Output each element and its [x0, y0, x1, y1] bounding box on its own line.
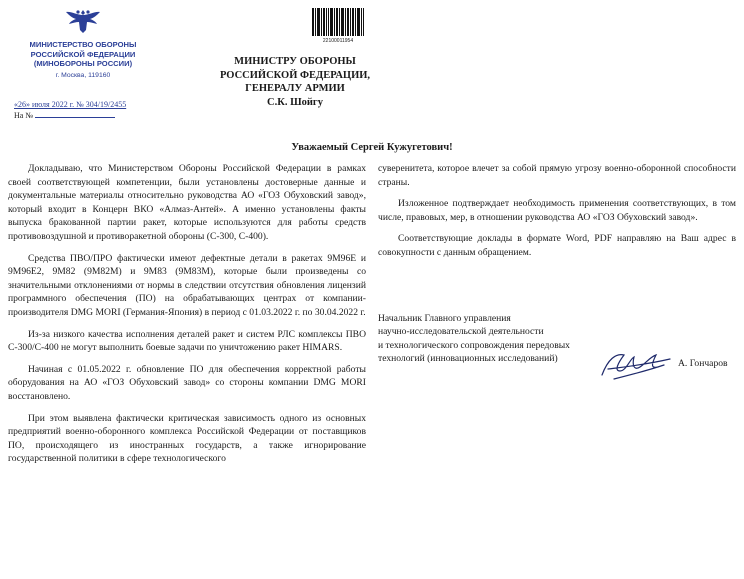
barcode-graphic	[312, 8, 364, 36]
left-paragraph-1: Докладываю, что Министерством Обороны Российской Федерации в рамках своей соответствующей компетенции, были установлены достоверные данные и документальные материалы относительно руководства АО «ГОЗ Обуховский завод», который входит в Концерн ВКО «Алмаз-Антей». А именно установлены факты выпуска бракованной партии ракет, которые используются для работы средств противовоздушной и противоракетной обороны (С-300, С-400).	[8, 163, 366, 242]
left-paragraph-3: Из-за низкого качества исполнения деталей ракет и систем РЛС комплексы ПВО С-300/С-400 не могут выполнить боевые задачи по уничтожению ракет HIMARS.	[8, 328, 366, 354]
left-paragraph-5: При этом выявлена фактически критическая зависимость одного из основных предприятий военно-оборонного комплекса Российской Федерации от поставщиков ПО, происходящего из иностранных государств, а также игнорирование государственной политики в сфере технологического	[8, 412, 366, 465]
handwritten-signature	[594, 345, 674, 385]
recipient-line-3: ГЕНЕРАЛУ АРМИИ	[245, 83, 345, 94]
date-number-line	[14, 100, 184, 109]
right-paragraph-1: суверенитета, которое влечет за собой прямую угрозу военно-оборонной способности страны.	[378, 163, 736, 188]
left-column	[8, 162, 366, 474]
recipient-line-2: РОССИЙСКОЙ ФЕДЕРАЦИИ,	[219, 69, 371, 81]
right-column	[378, 162, 736, 268]
ministry-city: г. Москва, 119160	[55, 71, 111, 79]
signatory-name: А. Гончаров	[678, 358, 728, 369]
reference-text: На №	[14, 111, 35, 120]
left-paragraph-2: Средства ПВО/ПРО фактически имеют дефектные детали в ракетах 9М96Е и 9М96Е2, 9М82 (9М82М) и 9М83 (9М83М), которые были произведены со значительными отклонениями от нормы в следствии отсутствия обновления лицензий программного обеспечения (ПО) на обрабатывающих центрах от компании-производителя DMG MORI (Германия-Япония) в период с 01.03.2022 г. по 30.04.2022 г.	[8, 252, 366, 318]
date-number-text: «26» июля 2022 г. № 304/19/2455	[14, 100, 127, 109]
signature-title-line-4: технологий (инновационных исследований)	[378, 353, 558, 365]
ministry-line-3: (МИНОБОРОНЫ РОССИИ)	[33, 59, 133, 68]
ministry-header	[14, 40, 152, 80]
barcode-number: 22100011954	[322, 38, 354, 44]
recipient-block	[190, 55, 400, 109]
left-paragraph-4: Начиная с 01.05.2022 г. обновление ПО для обеспечения корректной работы оборудования на АО «ГОЗ Обуховский завод» со стороны компании DMG MORI восстановлено.	[8, 363, 366, 402]
greeting: Уважаемый Сергей Кужугетович!	[291, 142, 453, 153]
ministry-line-1: МИНИСТЕРСТВО ОБОРОНЫ	[29, 40, 137, 49]
signature-title-line-1: Начальник Главного управления	[378, 313, 511, 324]
ministry-line-2: РОССИЙСКОЙ ФЕДЕРАЦИИ	[30, 49, 136, 59]
signature-title-line-2: научно-исследовательской деятельности	[378, 326, 544, 338]
reference-line	[14, 111, 184, 120]
double-headed-eagle-emblem	[63, 6, 103, 36]
signature-title	[378, 312, 628, 366]
right-paragraph-3: Соответствующие доклады в формате Word, PDF направляю на Ваш адрес в совокупности с данным обращением.	[378, 233, 736, 258]
right-paragraph-2: Изложенное подтверждает необходимость применения соответствующих, в том числе, правовых, мер, в отношении руководства АО «ГОЗ Обуховский завод».	[378, 198, 736, 223]
recipient-line-1: МИНИСТРУ ОБОРОНЫ	[234, 56, 356, 67]
signature-title-line-3: и технологического сопровождения передовых	[378, 339, 570, 351]
recipient-line-4: С.К. Шойгу	[267, 96, 323, 108]
